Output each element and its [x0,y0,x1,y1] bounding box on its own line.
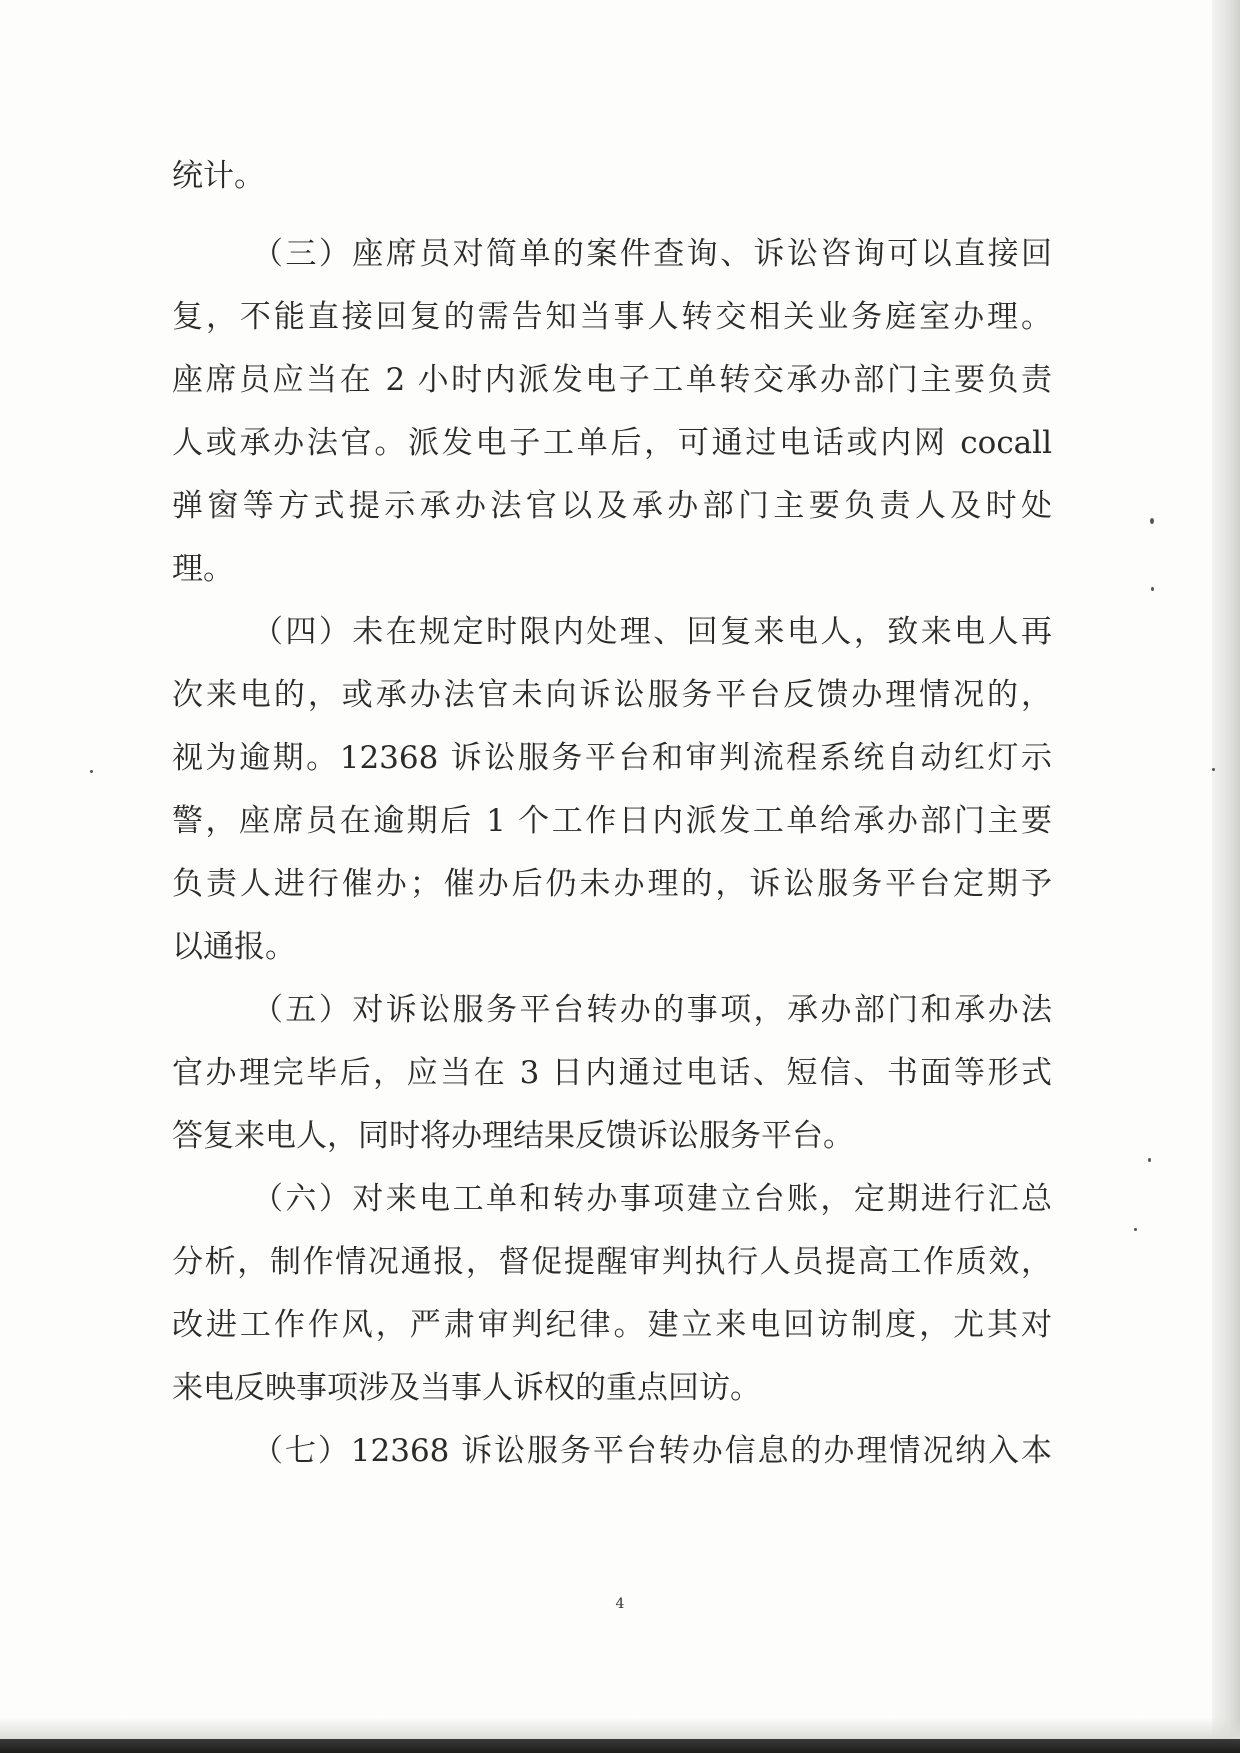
scan-speck [1150,518,1154,524]
text-line: 视为逾期。12368 诉讼服务平台和审判流程系统自动红灯示 [172,740,1052,776]
text-line: 改进工作作风，严肃审判纪律。建立来电回访制度，尤其对 [172,1307,1052,1343]
paragraph-7-line-1: （七）12368 诉讼服务平台转办信息的办理情况纳入本 [252,1433,1052,1469]
text-line: 人或承办法官。派发电子工单后，可通过电话或内网 cocall [172,425,1052,461]
text-line: 官办理完毕后，应当在 3 日内通过电话、短信、书面等形式 [172,1055,1052,1091]
text-line: 次来电的，或承办法官未向诉讼服务平台反馈办理情况的， [172,677,1052,713]
text-line: 来电反映事项涉及当事人诉权的重点回访。 [172,1370,761,1406]
scan-speck [1134,1228,1137,1231]
scan-speck [1212,768,1215,771]
text-line: 复，不能直接回复的需告知当事人转交相关业务庭室办理。 [172,299,1052,335]
paragraph-6-line-1: （六）对来电工单和转办事项建立台账，定期进行汇总 [252,1181,1052,1217]
text-line: 答复来电人，同时将办理结果反馈诉讼服务平台。 [172,1118,854,1154]
scan-bottom-edge [0,1739,1240,1753]
text-line: 警，座席员在逾期后 1 个工作日内派发工单给承办部门主要 [172,803,1052,839]
scan-bottom-shade [0,1717,1240,1739]
paragraph-4-line-1: （四）未在规定时限内处理、回复来电人，致来电人再 [252,614,1052,650]
scan-speck [90,770,93,773]
page-number: 4 [615,1596,625,1612]
text-line: 座席员应当在 2 小时内派发电子工单转交承办部门主要负责 [172,362,1052,398]
scan-speck [1148,1158,1151,1162]
paragraph-3-line-1: （三）座席员对简单的案件查询、诉讼咨询可以直接回 [252,236,1052,272]
scan-right-edge [1212,0,1240,1753]
text-line: 统计。 [172,158,265,194]
text-line: 理。 [172,551,234,587]
text-line: 分析，制作情况通报，督促提醒审判执行人员提高工作质效， [172,1244,1052,1280]
text-line: 负责人进行催办；催办后仍未办理的，诉讼服务平台定期予 [172,866,1052,902]
scan-speck [1151,587,1154,591]
text-line: 以通报。 [172,929,296,965]
text-line: 弹窗等方式提示承办法官以及承办部门主要负责人及时处 [172,488,1052,524]
paragraph-5-line-1: （五）对诉讼服务平台转办的事项，承办部门和承办法 [252,992,1052,1028]
